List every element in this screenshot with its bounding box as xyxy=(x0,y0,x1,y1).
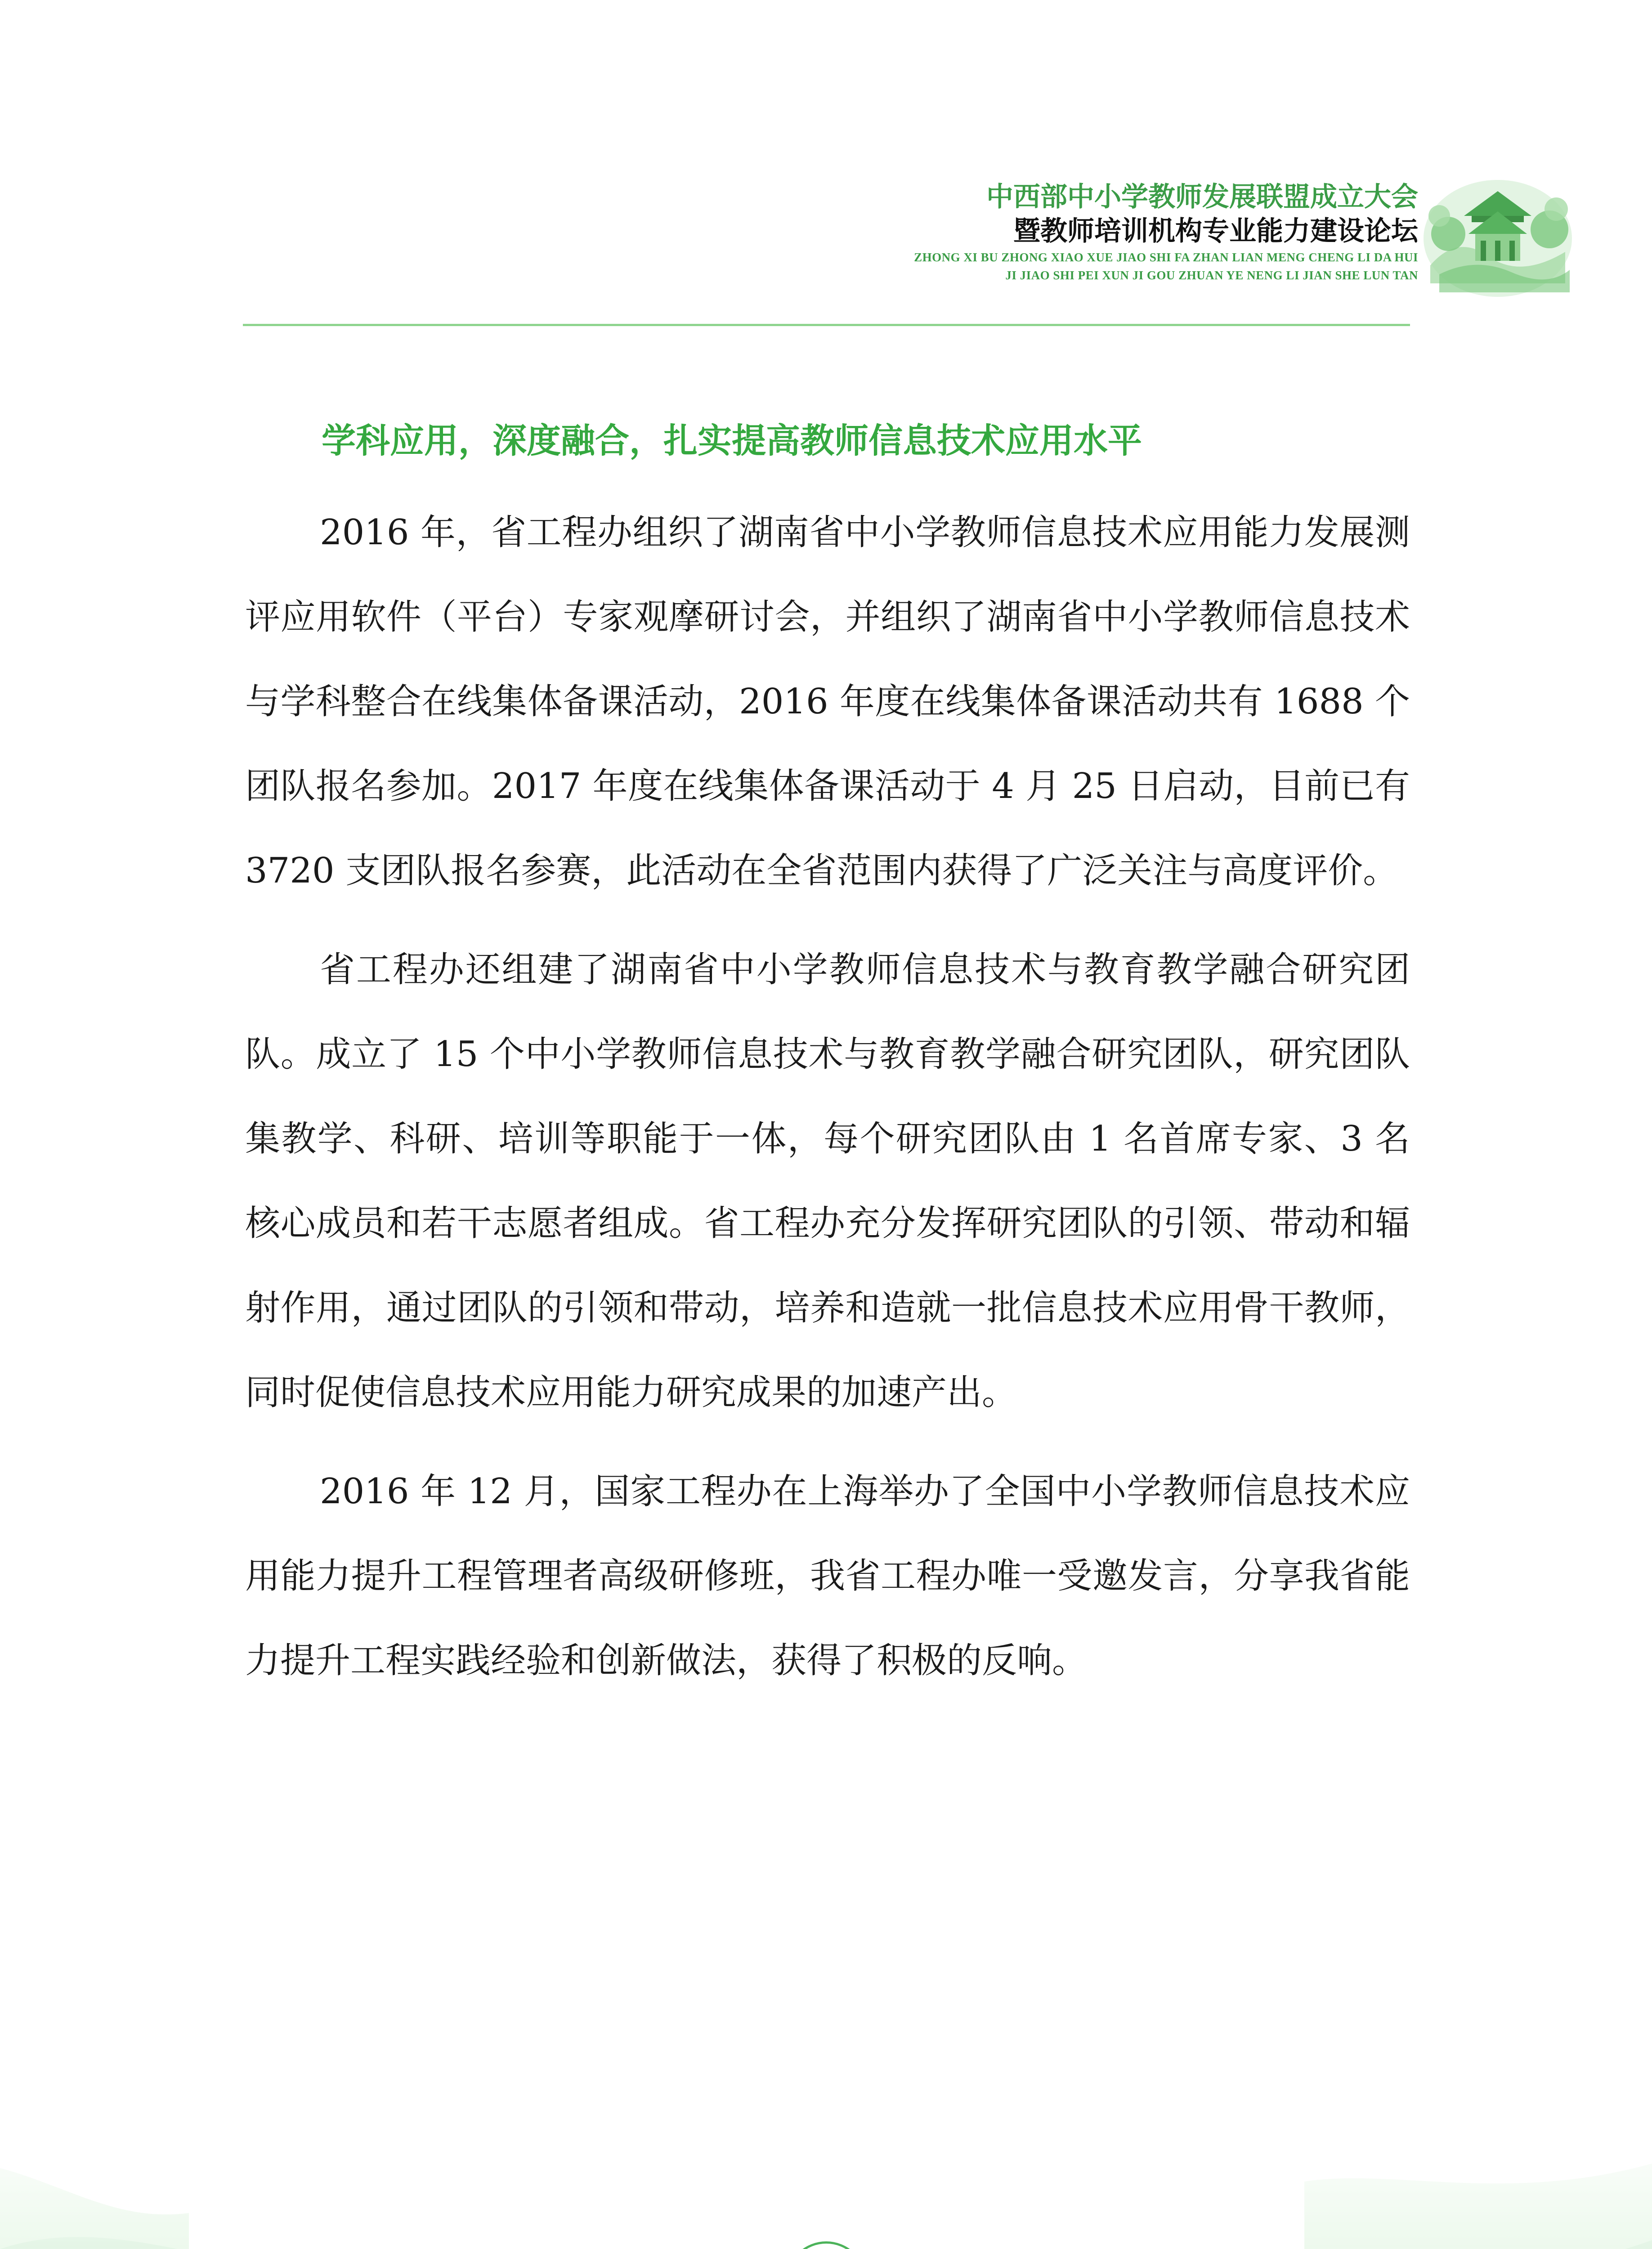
running-header xyxy=(914,180,1418,284)
pavilion-landscape-icon xyxy=(1421,166,1574,301)
header-title-line2: 暨教师培训机构专业能力建设论坛 xyxy=(1013,215,1418,247)
header-divider xyxy=(243,324,1410,326)
section-heading: 学科应用，深度融合，扎实提高教师信息技术应用水平 xyxy=(322,421,1142,461)
header-pinyin-line2: JI JIAO SHI PEI XUN JI GOU ZHUAN YE NENG LI JIAN SHE LUN TAN xyxy=(1005,269,1418,282)
body-paragraph: 省工程办还组建了湖南省中小学教师信息技术与教育教学融合研究团队。成立了 15 个中小学教师信息技术与教育教学融合研究团队，研究团队集教学、科研、培训等职能于一体，每个研究团队由 1 名首席专家、3 名核心成员和若干志愿者组成。省工程办充分发挥研究团队的引领、带动和辐射作用，通过团队的引领和带动，培养和造就一批信息技术应用骨干教师，同时促使信息技术应用能力研究成果的加速产出。 xyxy=(245,950,1410,1413)
body-paragraph: 2016 年，省工程办组织了湖南省中小学教师信息技术应用能力发展测评应用软件（平台）专家观摩研讨会，并组织了湖南省中小学教师信息技术与学科整合在线集体备课活动，2016 年度在线集体备课活动共有 1688 个团队报名参加。2017 年度在线集体备课活动于 4 月 25 日启动，目前已有 3720 支团队报名参赛，此活动在全省范围内获得了广泛关注与高度评价。 xyxy=(245,512,1410,891)
article-body xyxy=(245,418,1410,1717)
green-ink-wash-icon xyxy=(0,2114,1652,2249)
header-pinyin-line1: ZHONG XI BU ZHONG XIAO XUE JIAO SHI FA ZHAN LIAN MENG CHENG LI DA HUI xyxy=(914,251,1418,264)
header-title-line1: 中西部中小学教师发展联盟成立大会 xyxy=(986,181,1418,213)
body-paragraph: 2016 年 12 月，国家工程办在上海举办了全国中小学教师信息技术应用能力提升工程管理者高级研修班，我省工程办唯一受邀发言，分享我省能力提升工程实践经验和创新做法，获得了积极的反响。 xyxy=(245,1471,1410,1681)
